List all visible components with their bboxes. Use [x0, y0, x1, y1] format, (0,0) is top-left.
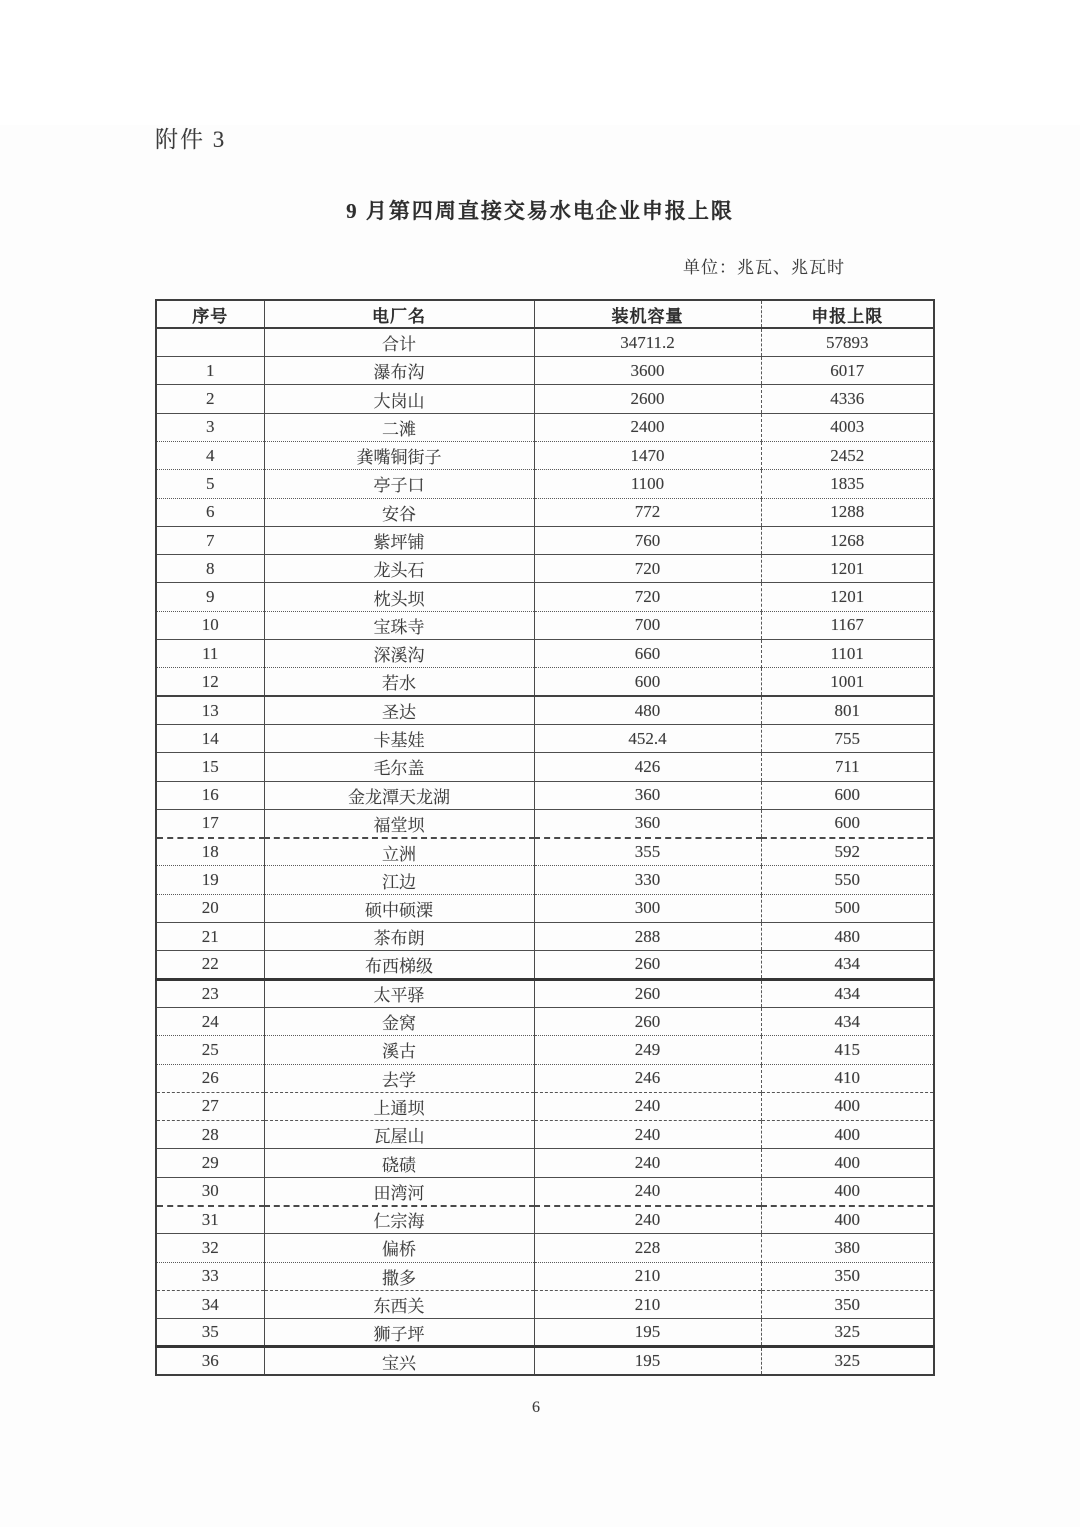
- cell-limit: 410: [761, 1064, 934, 1092]
- cell-serial-no: 19: [201, 870, 219, 890]
- cell-serial-no: 7: [206, 530, 215, 550]
- cell-serial-no: 17: [201, 813, 219, 833]
- cell-plant-name: 宝珠寺: [264, 611, 534, 639]
- table-row: [156, 413, 934, 441]
- cell-limit: 500: [761, 894, 934, 922]
- cell-capacity: 195: [534, 1319, 761, 1347]
- cell-serial-no: 21: [201, 926, 219, 946]
- cell-capacity: 260: [534, 951, 761, 979]
- cell-serial-no: 26: [201, 1068, 219, 1088]
- table-row: [156, 951, 934, 979]
- cell-plant-name: 茶布朗: [264, 923, 534, 951]
- cell-plant-name: 仁宗海: [264, 1206, 534, 1234]
- cell-plant-name: 金龙潭天龙湖: [264, 781, 534, 809]
- cell-serial-no: 33: [201, 1266, 219, 1286]
- table-row: [156, 696, 934, 724]
- cell-limit: 600: [761, 809, 934, 837]
- cell-capacity: 700: [534, 611, 761, 639]
- cell-capacity: 240: [534, 1092, 761, 1120]
- cell-limit: 6017: [761, 357, 934, 385]
- cell-capacity: 260: [534, 979, 761, 1007]
- cell-plant-name: 撒多: [264, 1262, 534, 1290]
- cell-plant-name: 龚嘴铜街子: [264, 441, 534, 469]
- cell-plant-name: 二滩: [264, 413, 534, 441]
- cell-limit: 711: [761, 753, 934, 781]
- cell-serial-no: 6: [206, 502, 215, 522]
- cell-plant-name: 江边: [264, 866, 534, 894]
- cell-limit: 2452: [761, 441, 934, 469]
- cell-capacity: 300: [534, 894, 761, 922]
- table-row: [156, 526, 934, 554]
- hydropower-declaration-table: [155, 299, 935, 1376]
- cell-serial-no: 32: [201, 1237, 219, 1257]
- table-row: [156, 640, 934, 668]
- cell-plant-name: 偏桥: [264, 1234, 534, 1262]
- table-row: [156, 923, 934, 951]
- table-row: [156, 1262, 934, 1290]
- cell-limit: 1201: [761, 555, 934, 583]
- cell-capacity: 249: [534, 1036, 761, 1064]
- table-body: [156, 328, 934, 1375]
- cell-limit: 480: [761, 923, 934, 951]
- cell-serial-no: 14: [201, 728, 219, 748]
- col-header-capacity: 装机容量: [534, 300, 761, 328]
- table-row: [156, 894, 934, 922]
- cell-capacity: 360: [534, 781, 761, 809]
- table-row: [156, 611, 934, 639]
- cell-plant-name: 太平驿: [264, 979, 534, 1007]
- cell-plant-name: 紫坪铺: [264, 526, 534, 554]
- cell-serial-no: 22: [201, 954, 219, 974]
- cell-capacity: 1470: [534, 441, 761, 469]
- cell-plant-name: 布西梯级: [264, 951, 534, 979]
- cell-limit: 400: [761, 1092, 934, 1120]
- cell-serial-no: 30: [201, 1181, 219, 1201]
- cell-serial-no: 5: [206, 473, 215, 493]
- cell-serial-no: 18: [201, 842, 219, 862]
- cell-capacity: 660: [534, 640, 761, 668]
- cell-limit: 325: [761, 1319, 934, 1347]
- table-row: [156, 1064, 934, 1092]
- cell-plant-name: 田湾河: [264, 1177, 534, 1205]
- table-row: [156, 441, 934, 469]
- cell-plant-name: 东西关: [264, 1290, 534, 1318]
- cell-plant-name: 大岗山: [264, 385, 534, 413]
- cell-serial-no: 23: [201, 983, 219, 1003]
- table-row: [156, 979, 934, 1007]
- cell-capacity: 240: [534, 1206, 761, 1234]
- cell-capacity: 240: [534, 1149, 761, 1177]
- cell-plant-name: 枕头坝: [264, 583, 534, 611]
- cell-serial-no: 11: [202, 643, 219, 663]
- cell-limit: 400: [761, 1121, 934, 1149]
- table-row: [156, 385, 934, 413]
- cell-serial-no: 16: [201, 785, 219, 805]
- cell-serial-no: 13: [201, 700, 219, 720]
- cell-limit: 434: [761, 951, 934, 979]
- cell-plant-name: 硕中硕溧: [264, 894, 534, 922]
- cell-plant-name: 福堂坝: [264, 809, 534, 837]
- cell-limit: 4003: [761, 413, 934, 441]
- cell-plant-name: 金窝: [264, 1007, 534, 1035]
- cell-capacity: 772: [534, 498, 761, 526]
- cell-serial-no: 3: [206, 417, 215, 437]
- cell-serial-no: 4: [206, 445, 215, 465]
- page-number: 6: [532, 1399, 540, 1417]
- cell-plant-name: 上通坝: [264, 1092, 534, 1120]
- cell-plant-name: 瀑布沟: [264, 357, 534, 385]
- col-header-limit: 申报上限: [761, 300, 934, 328]
- table-row: [156, 1036, 934, 1064]
- col-header-serial-no: 序号: [156, 300, 264, 328]
- cell-plant-name: 狮子坪: [264, 1319, 534, 1347]
- cell-limit: 434: [761, 979, 934, 1007]
- cell-capacity: 2600: [534, 385, 761, 413]
- cell-limit: 801: [761, 696, 934, 724]
- cell-limit: 755: [761, 724, 934, 752]
- table-row: [156, 668, 934, 696]
- cell-serial-no: 1: [206, 360, 215, 380]
- cell-capacity: 452.4: [534, 724, 761, 752]
- cell-capacity: 195: [534, 1347, 761, 1375]
- table-row: [156, 781, 934, 809]
- cell-capacity: 246: [534, 1064, 761, 1092]
- cell-limit: 1001: [761, 668, 934, 696]
- page-title: 9 月第四周直接交易水电企业申报上限: [346, 199, 734, 223]
- cell-capacity: 210: [534, 1290, 761, 1318]
- cell-capacity: 210: [534, 1262, 761, 1290]
- cell-capacity: 2400: [534, 413, 761, 441]
- table-row: [156, 753, 934, 781]
- table-row: [156, 809, 934, 837]
- cell-serial-no: 31: [201, 1209, 219, 1229]
- unit-note: 单位：兆瓦、兆瓦时: [683, 258, 845, 277]
- cell-plant-name: 瓦屋山: [264, 1121, 534, 1149]
- cell-limit: 400: [761, 1206, 934, 1234]
- cell-limit: 550: [761, 866, 934, 894]
- cell-limit: 325: [761, 1347, 934, 1375]
- cell-plant-name: 安谷: [264, 498, 534, 526]
- cell-capacity: 480: [534, 696, 761, 724]
- cell-plant-name: 宝兴: [264, 1347, 534, 1375]
- cell-capacity: 355: [534, 838, 761, 866]
- cell-capacity: 3600: [534, 357, 761, 385]
- cell-plant-name: 龙头石: [264, 555, 534, 583]
- table-row: [156, 1149, 934, 1177]
- table-row: [156, 838, 934, 866]
- cell-limit: 380: [761, 1234, 934, 1262]
- cell-capacity: 600: [534, 668, 761, 696]
- cell-serial-no: 35: [201, 1322, 219, 1342]
- cell-serial-no: 36: [201, 1351, 219, 1371]
- table-row: [156, 1206, 934, 1234]
- cell-serial-no: 2: [206, 389, 215, 409]
- cell-capacity: 240: [534, 1177, 761, 1205]
- cell-plant-name: 卡基娃: [264, 724, 534, 752]
- table-row: [156, 866, 934, 894]
- cell-serial-no: 24: [201, 1011, 219, 1031]
- cell-limit: 1288: [761, 498, 934, 526]
- table-header-row: [156, 300, 934, 328]
- cell-plant-name: 亭子口: [264, 470, 534, 498]
- cell-capacity: 228: [534, 1234, 761, 1262]
- cell-limit: 415: [761, 1036, 934, 1064]
- cell-limit: 600: [761, 781, 934, 809]
- table-row: [156, 498, 934, 526]
- cell-plant-name: 深溪沟: [264, 640, 534, 668]
- cell-plant-name: 硗碛: [264, 1149, 534, 1177]
- cell-plant-name: 若水: [264, 668, 534, 696]
- cell-capacity: 760: [534, 526, 761, 554]
- cell-capacity: 720: [534, 555, 761, 583]
- cell-limit: 350: [761, 1290, 934, 1318]
- cell-plant-name: 去学: [264, 1064, 534, 1092]
- cell-limit: 592: [761, 838, 934, 866]
- cell-serial-no: 10: [201, 615, 219, 635]
- cell-limit: 350: [761, 1262, 934, 1290]
- table-row: [156, 357, 934, 385]
- cell-capacity: 1100: [534, 470, 761, 498]
- table-row: [156, 1121, 934, 1149]
- table-row: [156, 555, 934, 583]
- cell-serial-no: 28: [201, 1124, 219, 1144]
- cell-serial-no: 12: [201, 671, 219, 691]
- table-row: [156, 1007, 934, 1035]
- cell-serial-no: 20: [201, 898, 219, 918]
- cell-capacity: 360: [534, 809, 761, 837]
- cell-limit: 57893: [761, 328, 934, 356]
- cell-serial-no: 8: [206, 558, 215, 578]
- cell-serial-no: 29: [201, 1153, 219, 1173]
- document-page: [0, 125, 1080, 1527]
- cell-capacity: 240: [534, 1121, 761, 1149]
- cell-plant-name: 立洲: [264, 838, 534, 866]
- table-row: [156, 1319, 934, 1347]
- cell-serial-no: [156, 328, 264, 356]
- cell-serial-no: 15: [201, 756, 219, 776]
- table-row: [156, 1177, 934, 1205]
- cell-limit: 434: [761, 1007, 934, 1035]
- table-row: [156, 583, 934, 611]
- cell-limit: 1101: [761, 640, 934, 668]
- cell-capacity: 260: [534, 1007, 761, 1035]
- table-row: [156, 1290, 934, 1318]
- table-row: [156, 1234, 934, 1262]
- cell-capacity: 720: [534, 583, 761, 611]
- cell-limit: 1835: [761, 470, 934, 498]
- cell-serial-no: 9: [206, 587, 215, 607]
- cell-serial-no: 27: [201, 1096, 219, 1116]
- table-row: [156, 1347, 934, 1375]
- attachment-label: 附件 3: [155, 127, 227, 152]
- col-header-plant-name: 电厂名: [264, 300, 534, 328]
- cell-plant-name: 毛尔盖: [264, 753, 534, 781]
- cell-plant-name: 溪古: [264, 1036, 534, 1064]
- cell-serial-no: 25: [201, 1039, 219, 1059]
- cell-capacity: 288: [534, 923, 761, 951]
- cell-plant-name: 合计: [264, 328, 534, 356]
- table-row: [156, 328, 934, 356]
- table-row: [156, 1092, 934, 1120]
- cell-limit: 1167: [761, 611, 934, 639]
- cell-capacity: 426: [534, 753, 761, 781]
- cell-limit: 1268: [761, 526, 934, 554]
- cell-capacity: 34711.2: [534, 328, 761, 356]
- cell-limit: 400: [761, 1177, 934, 1205]
- cell-limit: 4336: [761, 385, 934, 413]
- cell-limit: 1201: [761, 583, 934, 611]
- cell-plant-name: 圣达: [264, 696, 534, 724]
- table-row: [156, 470, 934, 498]
- cell-capacity: 330: [534, 866, 761, 894]
- cell-serial-no: 34: [201, 1294, 219, 1314]
- table-row: [156, 724, 934, 752]
- cell-limit: 400: [761, 1149, 934, 1177]
